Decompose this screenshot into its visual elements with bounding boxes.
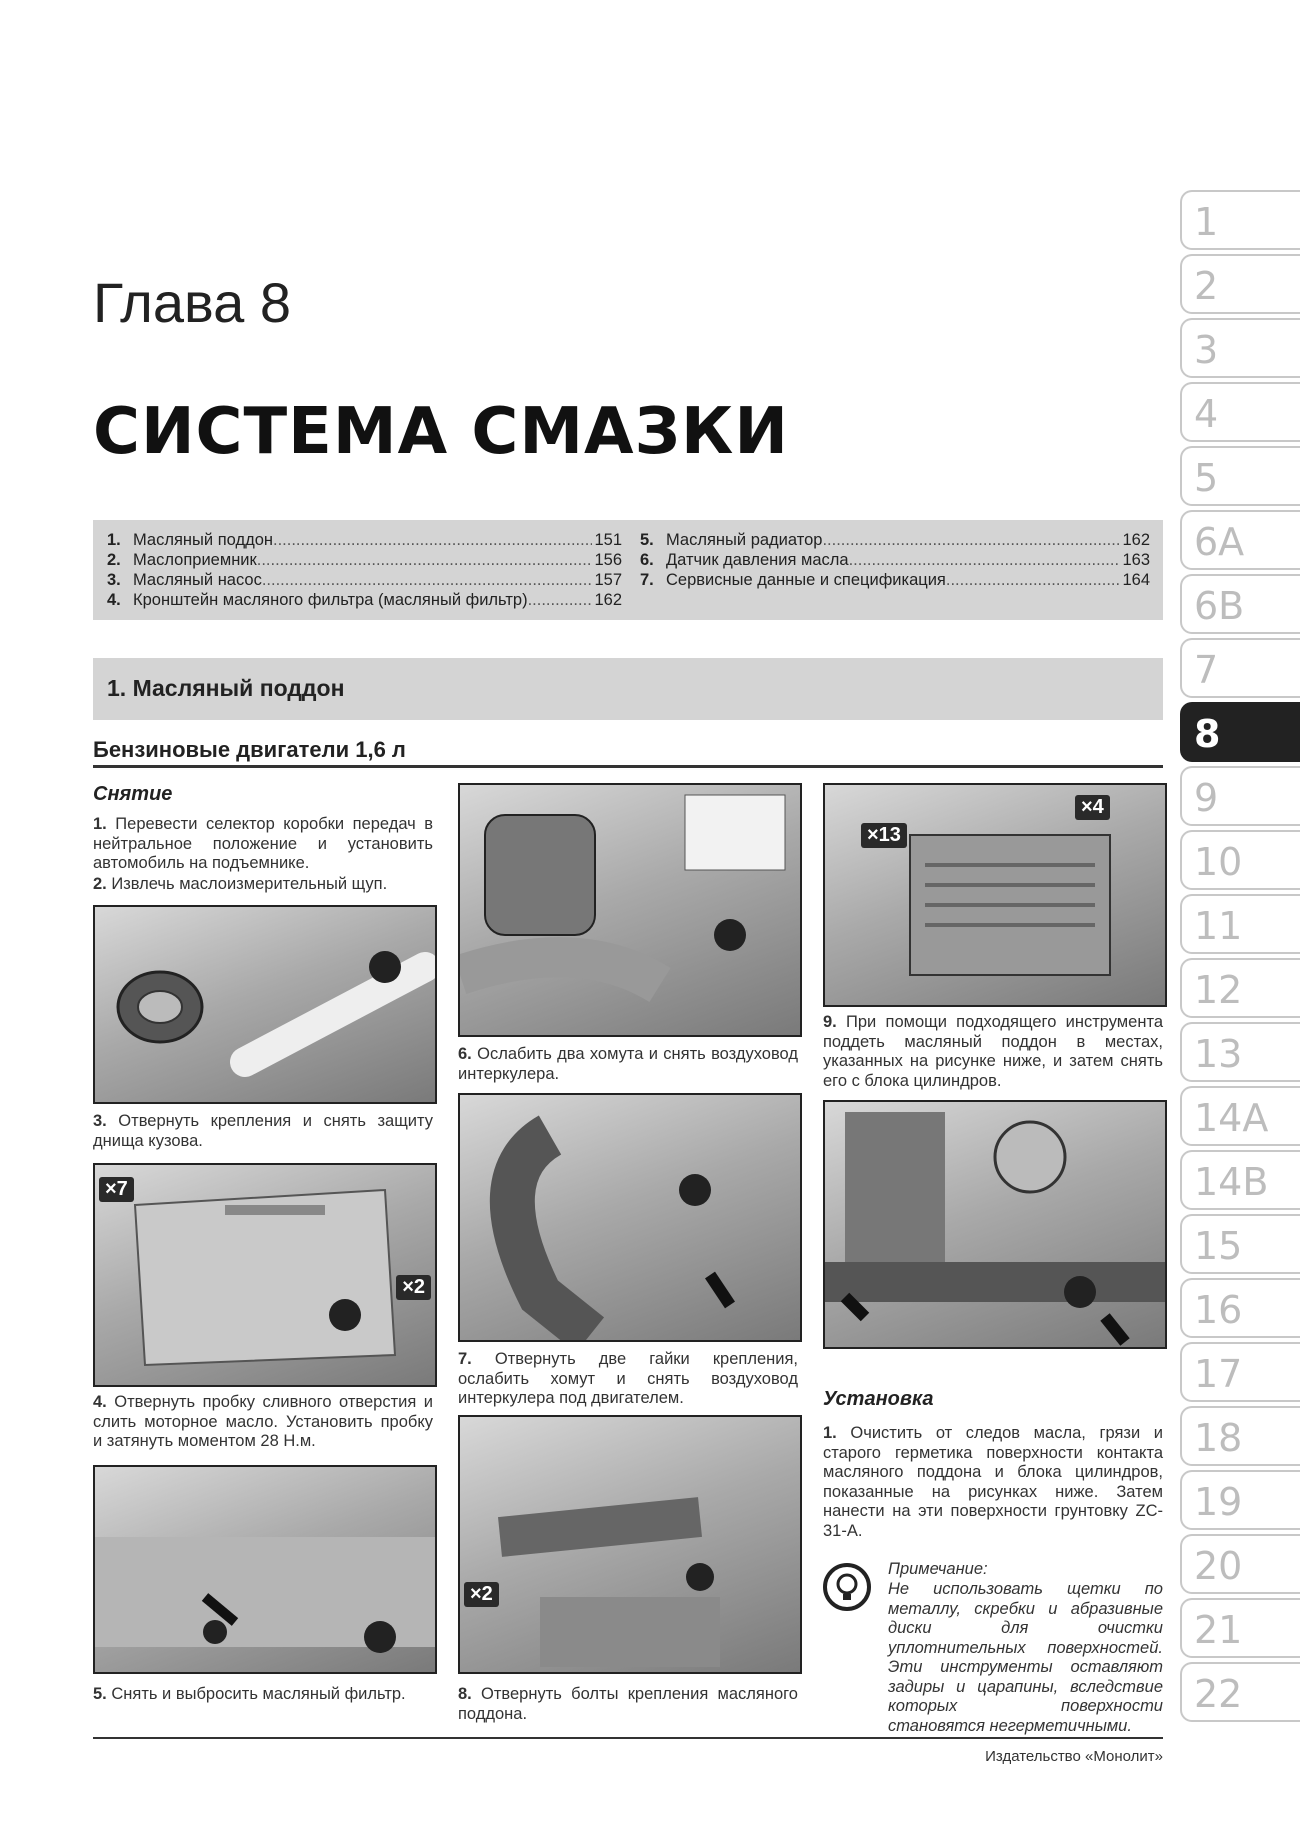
- install-step-1: 1. Очистить от следов масла, грязи и старого герметика поверхности контакта масляного поддона и блока цилиндров, показанные на рисунках ниже. Затем нанести на эти поверхности грунтовку ZC-31-A.: [823, 1424, 1164, 1540]
- figure-dipstick: [93, 905, 437, 1104]
- toc-item[interactable]: 2. Маслоприемник ..... 156: [107, 550, 622, 570]
- chapter-tab[interactable]: 13: [1180, 1022, 1300, 1082]
- note-icon: [823, 1563, 871, 1611]
- figure-drain-plug: [93, 1465, 437, 1674]
- chapter-tab[interactable]: 19: [1180, 1470, 1300, 1530]
- toc-item[interactable]: 5. Масляный радиатор ..... 162: [640, 530, 1150, 550]
- figure-intercooler-duct: [458, 1093, 802, 1342]
- chapter-tab[interactable]: 22: [1180, 1662, 1300, 1722]
- figure-pry-points: [823, 1100, 1167, 1349]
- quantity-badge: ×4: [1075, 795, 1110, 820]
- chapter-tab[interactable]: 4: [1180, 382, 1300, 442]
- quantity-badge: ×2: [464, 1582, 499, 1607]
- note-text: Не использовать щетки по металлу, скребки и абразивные диски для очистки уплотнительных поверхностей. Эти инструменты оставляют задиры и царапины, вследствие которых поверхности становятся негерметичными.: [888, 1580, 1163, 1735]
- chapter-tab[interactable]: 1: [1180, 190, 1300, 250]
- chapter-tab[interactable]: 11: [1180, 894, 1300, 954]
- step-6: 6. Ослабить два хомута и снять воздуховод интеркулера.: [458, 1045, 798, 1083]
- quantity-badge: ×2: [396, 1275, 431, 1300]
- section-title: 1. Масляный поддон: [107, 675, 345, 701]
- chapter-tab[interactable]: 12: [1180, 958, 1300, 1018]
- install-heading: Установка: [823, 1388, 934, 1410]
- chapter-tab[interactable]: 18: [1180, 1406, 1300, 1466]
- removal-heading: Снятие: [93, 783, 173, 805]
- step-2: 2. Извлечь маслоизмерительный щуп.: [93, 875, 388, 893]
- section-header: [93, 658, 1163, 720]
- page-title: СИСТЕМА СМАЗКИ: [93, 395, 789, 469]
- chapter-tab[interactable]: 14B: [1180, 1150, 1300, 1210]
- chapter-tab[interactable]: 2: [1180, 254, 1300, 314]
- toc-right-column: [640, 530, 1150, 590]
- publisher-footer: Издательство «Монолит»: [985, 1748, 1163, 1765]
- chapter-tab[interactable]: 17: [1180, 1342, 1300, 1402]
- note-label: Примечание:: [888, 1560, 988, 1578]
- step-3: 3. Отвернуть крепления и снять защиту днища кузова.: [93, 1112, 433, 1150]
- step-5: 5. Снять и выбросить масляный фильтр.: [93, 1685, 406, 1703]
- chapter-label: Глава 8: [93, 271, 291, 334]
- toc-item[interactable]: 3. Масляный насос ..... 157: [107, 570, 622, 590]
- step-8: 8. Отвернуть болты крепления масляного поддона.: [458, 1685, 798, 1723]
- footer-divider: [93, 1737, 1163, 1739]
- step-7: 7. Отвернуть две гайки крепления, ослабить хомут и снять воздуховод интеркулера под двигателем.: [458, 1350, 798, 1407]
- toc-item[interactable]: 1. Масляный поддон ..... 151: [107, 530, 622, 550]
- chapter-tab[interactable]: 20: [1180, 1534, 1300, 1594]
- chapter-tab[interactable]: 6B: [1180, 574, 1300, 634]
- figure-underbody-shield: [93, 1163, 437, 1387]
- chapter-tab[interactable]: 3: [1180, 318, 1300, 378]
- step-9: 9. При помощи подходящего инструмента поддеть масляный поддон в местах, указанных на рисунке ниже, и затем снять его с блока цилиндров.: [823, 1013, 1163, 1090]
- divider: [93, 765, 1163, 768]
- chapter-tab-active[interactable]: 8: [1180, 702, 1300, 762]
- toc-left-column: [107, 530, 622, 610]
- chapter-tab[interactable]: 5: [1180, 446, 1300, 506]
- step-1: 1. Перевести селектор коробки передач в нейтральное положение и установить автомобиль на подъемнике.: [93, 815, 433, 872]
- chapter-tab[interactable]: 15: [1180, 1214, 1300, 1274]
- quantity-badge: ×7: [99, 1177, 134, 1202]
- chapter-tab[interactable]: 7: [1180, 638, 1300, 698]
- quantity-badge: ×13: [861, 823, 907, 848]
- toc-item[interactable]: 4. Кронштейн масляного фильтра (масляный фильтр) ..... 162: [107, 590, 622, 610]
- toc-item[interactable]: 6. Датчик давления масла ..... 163: [640, 550, 1150, 570]
- step-4: 4. Отвернуть пробку сливного отверстия и слить моторное масло. Установить пробку и затянуть моментом 28 Н.м.: [93, 1393, 433, 1450]
- figure-oil-pan-bolts: [458, 1415, 802, 1674]
- chapter-tab[interactable]: 6A: [1180, 510, 1300, 570]
- chapter-tab[interactable]: 9: [1180, 766, 1300, 826]
- figure-oil-pan-overview: [823, 783, 1167, 1007]
- chapter-tab[interactable]: 14A: [1180, 1086, 1300, 1146]
- chapter-tab[interactable]: 10: [1180, 830, 1300, 890]
- toc-item[interactable]: 7. Сервисные данные и спецификация ..... 164: [640, 570, 1150, 590]
- chapter-tab[interactable]: 16: [1180, 1278, 1300, 1338]
- table-of-contents: [93, 520, 1163, 620]
- figure-oil-filter: [458, 783, 802, 1037]
- subsection-title: Бензиновые двигатели 1,6 л: [93, 737, 406, 762]
- chapter-tab[interactable]: 21: [1180, 1598, 1300, 1658]
